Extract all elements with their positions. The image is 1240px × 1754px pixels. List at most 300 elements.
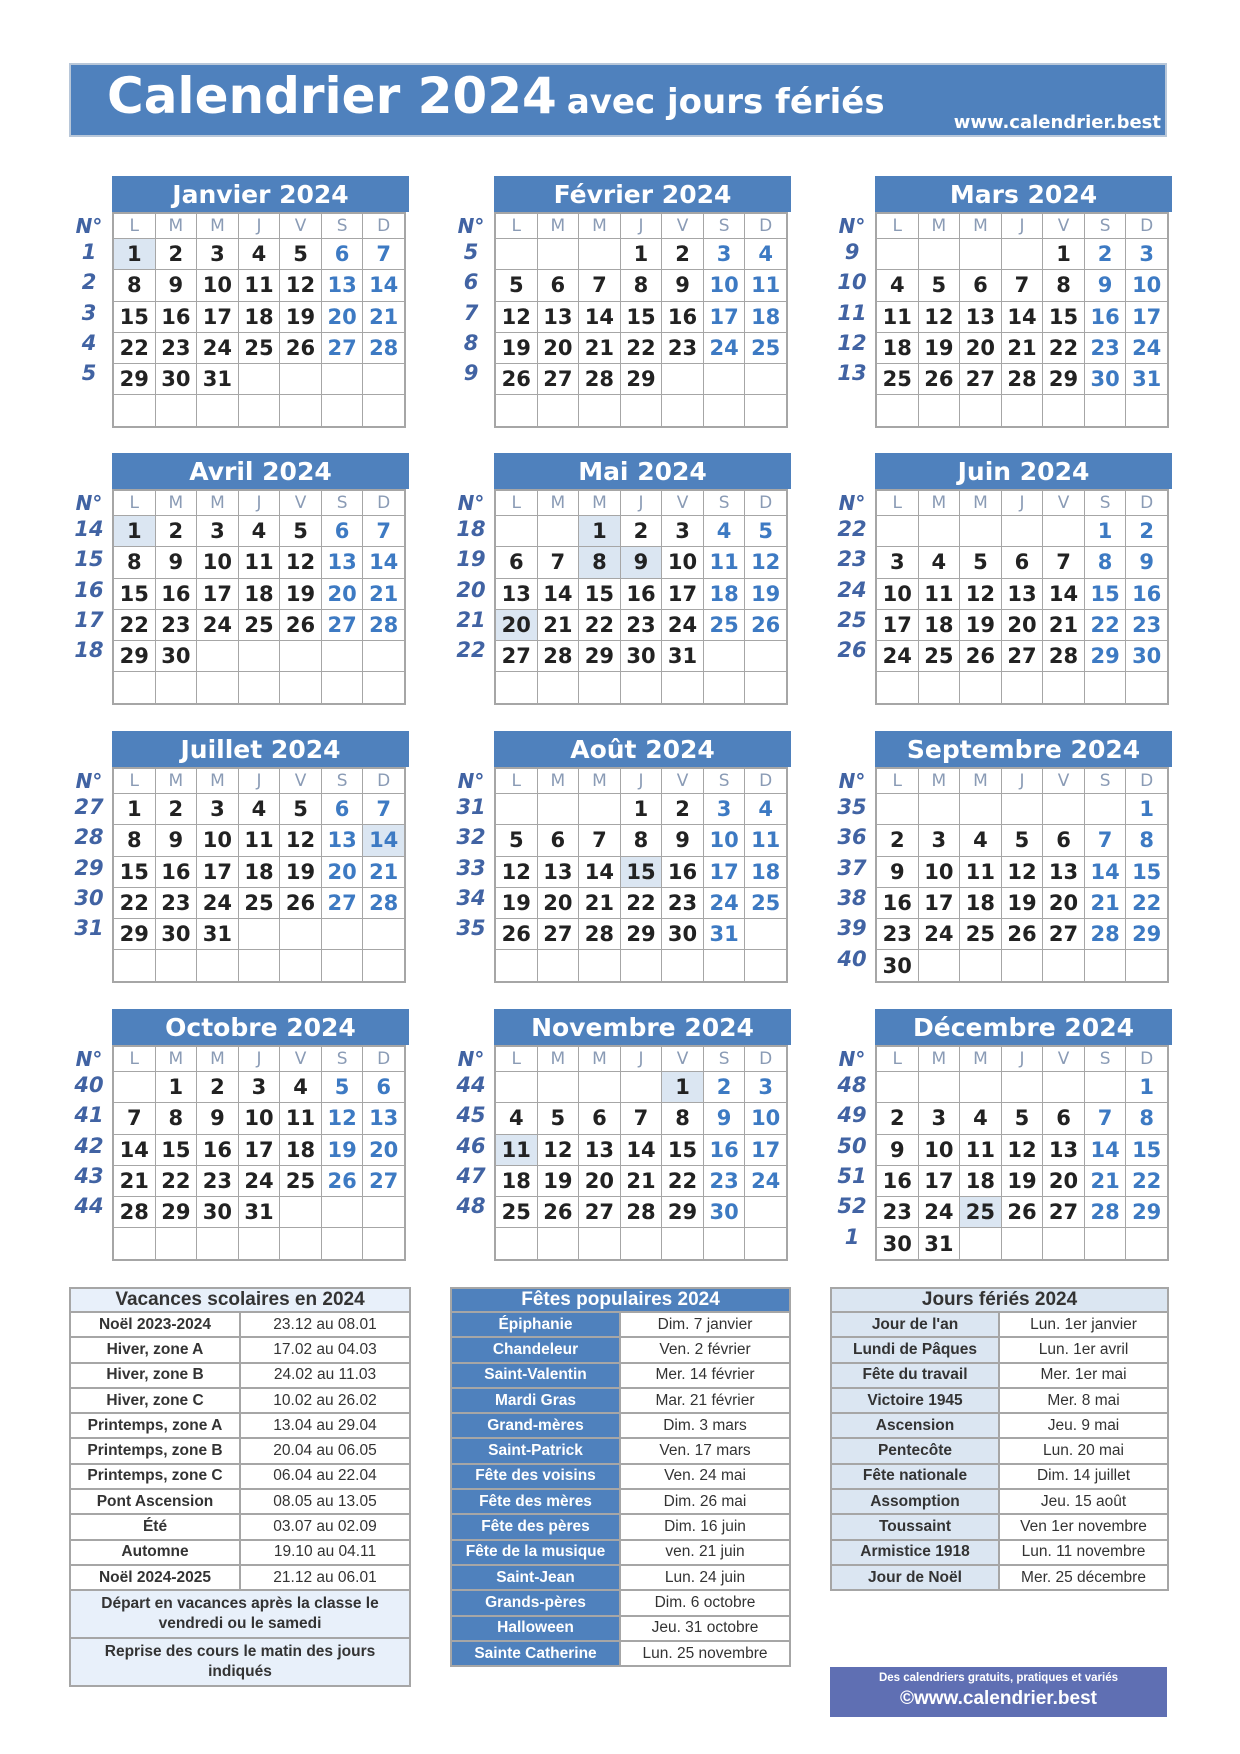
day-cell[interactable]: 16 [1126,578,1168,609]
day-cell[interactable]: 15 [579,578,621,609]
day-cell[interactable]: 23 [197,1165,239,1196]
day-cell[interactable]: 4 [703,516,745,547]
day-cell[interactable]: 25 [238,887,280,918]
day-cell[interactable]: 27 [321,332,363,363]
day-cell[interactable]: 4 [960,1103,1002,1134]
day-cell[interactable]: 15 [155,1134,197,1165]
day-cell[interactable]: 30 [876,950,918,982]
day-cell[interactable]: 25 [960,919,1002,950]
day-cell[interactable]: 1 [1043,239,1085,270]
day-cell[interactable]: 26 [537,1197,579,1228]
day-cell[interactable]: 26 [960,641,1002,672]
day-cell[interactable]: 5 [918,270,960,301]
day-cell[interactable]: 18 [280,1134,322,1165]
day-cell[interactable]: 24 [703,887,745,918]
day-cell[interactable]: 2 [155,516,197,547]
day-cell[interactable]: 25 [918,641,960,672]
day-cell[interactable]: 10 [662,547,704,578]
day-cell[interactable]: 10 [703,270,745,301]
day-cell[interactable]: 24 [662,609,704,640]
day-cell[interactable]: 11 [495,1134,537,1165]
day-cell[interactable]: 2 [1126,516,1168,547]
day-cell[interactable]: 30 [155,641,197,672]
footer-url[interactable]: ©www.calendrier.best [899,1688,1098,1709]
day-cell[interactable]: 3 [197,794,239,825]
day-cell[interactable]: 23 [662,887,704,918]
day-cell[interactable]: 22 [579,609,621,640]
day-cell[interactable]: 6 [537,825,579,856]
day-cell[interactable]: 8 [620,825,662,856]
day-cell[interactable]: 2 [703,1072,745,1103]
day-cell[interactable]: 28 [113,1197,155,1228]
day-cell[interactable]: 9 [662,825,704,856]
day-cell[interactable]: 26 [1001,919,1043,950]
day-cell[interactable]: 29 [113,641,155,672]
day-cell[interactable]: 8 [579,547,621,578]
day-cell[interactable]: 8 [1126,825,1168,856]
day-cell[interactable]: 26 [495,919,537,950]
day-cell[interactable]: 13 [363,1103,405,1134]
day-cell[interactable]: 4 [745,794,787,825]
day-cell[interactable]: 23 [620,609,662,640]
day-cell[interactable]: 9 [620,547,662,578]
day-cell[interactable]: 14 [620,1134,662,1165]
day-cell[interactable]: 21 [363,301,405,332]
day-cell[interactable]: 31 [918,1228,960,1260]
day-cell[interactable]: 24 [197,332,239,363]
day-cell[interactable]: 23 [876,1197,918,1228]
day-cell[interactable]: 8 [662,1103,704,1134]
day-cell[interactable]: 7 [620,1103,662,1134]
day-cell[interactable]: 17 [197,301,239,332]
day-cell[interactable]: 6 [1043,1103,1085,1134]
day-cell[interactable]: 31 [238,1197,280,1228]
day-cell[interactable]: 24 [918,919,960,950]
day-cell[interactable]: 23 [662,332,704,363]
day-cell[interactable]: 11 [280,1103,322,1134]
day-cell[interactable]: 17 [238,1134,280,1165]
day-cell[interactable]: 17 [703,301,745,332]
day-cell[interactable]: 10 [918,856,960,887]
day-cell[interactable]: 17 [197,578,239,609]
day-cell[interactable]: 23 [155,332,197,363]
day-cell[interactable]: 28 [579,919,621,950]
day-cell[interactable]: 3 [1126,239,1168,270]
day-cell[interactable]: 21 [1084,887,1126,918]
day-cell[interactable]: 2 [1084,239,1126,270]
day-cell[interactable]: 13 [960,301,1002,332]
day-cell[interactable]: 5 [1001,825,1043,856]
day-cell[interactable]: 20 [537,332,579,363]
day-cell[interactable]: 2 [662,239,704,270]
day-cell[interactable]: 4 [876,270,918,301]
day-cell[interactable]: 7 [1043,547,1085,578]
day-cell[interactable]: 6 [363,1072,405,1103]
day-cell[interactable]: 21 [579,332,621,363]
day-cell[interactable]: 25 [745,332,787,363]
day-cell[interactable]: 24 [703,332,745,363]
day-cell[interactable]: 28 [579,364,621,395]
day-cell[interactable]: 9 [662,270,704,301]
day-cell[interactable]: 26 [321,1165,363,1196]
day-cell[interactable]: 9 [703,1103,745,1134]
day-cell[interactable]: 12 [280,270,322,301]
day-cell[interactable]: 16 [662,301,704,332]
day-cell[interactable]: 5 [280,794,322,825]
day-cell[interactable]: 8 [113,270,155,301]
day-cell[interactable]: 4 [745,239,787,270]
header-url[interactable]: www.calendrier.best [953,112,1161,133]
day-cell[interactable]: 6 [321,794,363,825]
day-cell[interactable]: 14 [579,856,621,887]
day-cell[interactable]: 30 [620,641,662,672]
day-cell[interactable]: 7 [363,794,405,825]
day-cell[interactable]: 12 [745,547,787,578]
day-cell[interactable]: 11 [745,270,787,301]
day-cell[interactable]: 16 [620,578,662,609]
day-cell[interactable]: 1 [113,516,155,547]
day-cell[interactable]: 3 [662,516,704,547]
day-cell[interactable]: 20 [537,887,579,918]
day-cell[interactable]: 29 [155,1197,197,1228]
day-cell[interactable]: 8 [1043,270,1085,301]
day-cell[interactable]: 10 [197,825,239,856]
day-cell[interactable]: 18 [876,332,918,363]
day-cell[interactable]: 24 [745,1165,787,1196]
day-cell[interactable]: 29 [113,919,155,950]
day-cell[interactable]: 10 [238,1103,280,1134]
day-cell[interactable]: 13 [1001,578,1043,609]
day-cell[interactable]: 18 [745,856,787,887]
day-cell[interactable]: 3 [918,1103,960,1134]
day-cell[interactable]: 28 [363,609,405,640]
day-cell[interactable]: 27 [495,641,537,672]
day-cell[interactable]: 12 [495,301,537,332]
day-cell[interactable]: 16 [876,887,918,918]
day-cell[interactable]: 17 [703,856,745,887]
day-cell[interactable]: 2 [662,794,704,825]
day-cell[interactable]: 10 [1126,270,1168,301]
day-cell[interactable]: 11 [876,301,918,332]
day-cell[interactable]: 20 [960,332,1002,363]
day-cell[interactable]: 4 [238,794,280,825]
day-cell[interactable]: 24 [1126,332,1168,363]
day-cell[interactable]: 4 [918,547,960,578]
day-cell[interactable]: 7 [113,1103,155,1134]
day-cell[interactable]: 5 [495,270,537,301]
day-cell[interactable]: 24 [197,887,239,918]
day-cell[interactable]: 10 [918,1134,960,1165]
day-cell[interactable]: 20 [579,1165,621,1196]
day-cell[interactable]: 31 [197,919,239,950]
day-cell[interactable]: 5 [321,1072,363,1103]
day-cell[interactable]: 12 [537,1134,579,1165]
day-cell[interactable]: 12 [321,1103,363,1134]
day-cell[interactable]: 26 [280,609,322,640]
day-cell[interactable]: 21 [363,578,405,609]
day-cell[interactable]: 9 [197,1103,239,1134]
day-cell[interactable]: 4 [495,1103,537,1134]
day-cell[interactable]: 16 [876,1165,918,1196]
day-cell[interactable]: 11 [960,856,1002,887]
day-cell[interactable]: 15 [113,301,155,332]
day-cell[interactable]: 5 [745,516,787,547]
day-cell[interactable]: 15 [1084,578,1126,609]
day-cell[interactable]: 9 [155,825,197,856]
day-cell[interactable]: 22 [620,887,662,918]
day-cell[interactable]: 1 [155,1072,197,1103]
day-cell[interactable]: 9 [876,1134,918,1165]
day-cell[interactable]: 16 [197,1134,239,1165]
day-cell[interactable]: 14 [1001,301,1043,332]
day-cell[interactable]: 5 [495,825,537,856]
day-cell[interactable]: 20 [321,578,363,609]
day-cell[interactable]: 11 [918,578,960,609]
day-cell[interactable]: 2 [620,516,662,547]
day-cell[interactable]: 24 [876,641,918,672]
day-cell[interactable]: 1 [113,239,155,270]
day-cell[interactable]: 11 [238,547,280,578]
day-cell[interactable]: 4 [280,1072,322,1103]
day-cell[interactable]: 29 [620,364,662,395]
day-cell[interactable]: 28 [1001,364,1043,395]
day-cell[interactable]: 22 [113,332,155,363]
day-cell[interactable]: 3 [197,516,239,547]
day-cell[interactable]: 11 [960,1134,1002,1165]
day-cell[interactable]: 30 [1084,364,1126,395]
day-cell[interactable]: 24 [918,1197,960,1228]
day-cell[interactable]: 20 [363,1134,405,1165]
day-cell[interactable]: 16 [155,301,197,332]
day-cell[interactable]: 27 [321,609,363,640]
day-cell[interactable]: 29 [662,1197,704,1228]
day-cell[interactable]: 3 [238,1072,280,1103]
day-cell[interactable]: 5 [280,516,322,547]
day-cell[interactable]: 31 [662,641,704,672]
day-cell[interactable]: 19 [280,301,322,332]
day-cell[interactable]: 31 [197,364,239,395]
day-cell[interactable]: 25 [745,887,787,918]
day-cell[interactable]: 21 [1043,609,1085,640]
day-cell[interactable]: 19 [1001,1165,1043,1196]
day-cell[interactable]: 9 [155,547,197,578]
day-cell[interactable]: 21 [579,887,621,918]
day-cell[interactable]: 7 [579,270,621,301]
day-cell[interactable]: 28 [620,1197,662,1228]
day-cell[interactable]: 23 [876,919,918,950]
day-cell[interactable]: 26 [1001,1197,1043,1228]
day-cell[interactable]: 30 [703,1197,745,1228]
day-cell[interactable]: 30 [1126,641,1168,672]
day-cell[interactable]: 12 [1001,1134,1043,1165]
day-cell[interactable]: 18 [918,609,960,640]
day-cell[interactable]: 28 [1084,1197,1126,1228]
day-cell[interactable]: 2 [876,1103,918,1134]
day-cell[interactable]: 1 [662,1072,704,1103]
day-cell[interactable]: 9 [1084,270,1126,301]
day-cell[interactable]: 11 [238,825,280,856]
day-cell[interactable]: 19 [918,332,960,363]
day-cell[interactable]: 10 [745,1103,787,1134]
day-cell[interactable]: 5 [1001,1103,1043,1134]
day-cell[interactable]: 20 [321,301,363,332]
day-cell[interactable]: 6 [321,516,363,547]
day-cell[interactable]: 1 [1126,794,1168,825]
day-cell[interactable]: 12 [495,856,537,887]
day-cell[interactable]: 26 [280,887,322,918]
day-cell[interactable]: 16 [1084,301,1126,332]
day-cell[interactable]: 14 [579,301,621,332]
day-cell[interactable]: 29 [1126,919,1168,950]
day-cell[interactable]: 21 [537,609,579,640]
day-cell[interactable]: 23 [155,609,197,640]
day-cell[interactable]: 17 [197,856,239,887]
day-cell[interactable]: 11 [238,270,280,301]
day-cell[interactable]: 14 [1084,1134,1126,1165]
day-cell[interactable]: 13 [537,856,579,887]
day-cell[interactable]: 29 [1126,1197,1168,1228]
day-cell[interactable]: 27 [537,919,579,950]
day-cell[interactable]: 2 [155,239,197,270]
day-cell[interactable]: 29 [579,641,621,672]
day-cell[interactable]: 1 [113,794,155,825]
day-cell[interactable]: 29 [1043,364,1085,395]
day-cell[interactable]: 30 [876,1228,918,1260]
day-cell[interactable]: 12 [960,578,1002,609]
day-cell[interactable]: 3 [703,794,745,825]
footer-banner[interactable] [830,1667,1167,1717]
day-cell[interactable]: 27 [537,364,579,395]
day-cell[interactable]: 19 [745,578,787,609]
day-cell[interactable]: 18 [745,301,787,332]
day-cell[interactable]: 18 [238,856,280,887]
day-cell[interactable]: 18 [960,887,1002,918]
day-cell[interactable]: 6 [537,270,579,301]
day-cell[interactable]: 19 [495,887,537,918]
day-cell[interactable]: 9 [876,856,918,887]
day-cell[interactable]: 18 [238,578,280,609]
day-cell[interactable]: 25 [495,1197,537,1228]
day-cell[interactable]: 17 [918,887,960,918]
day-cell[interactable]: 28 [363,332,405,363]
day-cell[interactable]: 31 [703,919,745,950]
day-cell[interactable]: 13 [495,578,537,609]
day-cell[interactable]: 10 [197,270,239,301]
day-cell[interactable]: 22 [1043,332,1085,363]
day-cell[interactable]: 2 [876,825,918,856]
day-cell[interactable]: 16 [155,856,197,887]
day-cell[interactable]: 20 [1001,609,1043,640]
day-cell[interactable]: 12 [918,301,960,332]
day-cell[interactable]: 6 [1001,547,1043,578]
day-cell[interactable]: 14 [537,578,579,609]
day-cell[interactable]: 27 [321,887,363,918]
day-cell[interactable]: 18 [238,301,280,332]
day-cell[interactable]: 13 [537,301,579,332]
day-cell[interactable]: 14 [1084,856,1126,887]
day-cell[interactable]: 2 [197,1072,239,1103]
day-cell[interactable]: 3 [703,239,745,270]
day-cell[interactable]: 22 [155,1165,197,1196]
day-cell[interactable]: 30 [155,919,197,950]
day-cell[interactable]: 8 [620,270,662,301]
day-cell[interactable]: 24 [197,609,239,640]
day-cell[interactable]: 13 [321,547,363,578]
day-cell[interactable]: 27 [960,364,1002,395]
day-cell[interactable]: 11 [703,547,745,578]
day-cell[interactable]: 14 [113,1134,155,1165]
day-cell[interactable]: 1 [1084,516,1126,547]
day-cell[interactable]: 9 [155,270,197,301]
day-cell[interactable]: 30 [662,919,704,950]
day-cell[interactable]: 25 [238,609,280,640]
day-cell[interactable]: 28 [537,641,579,672]
day-cell[interactable]: 22 [113,887,155,918]
day-cell[interactable]: 31 [1126,364,1168,395]
day-cell[interactable]: 28 [1043,641,1085,672]
day-cell[interactable]: 9 [1126,547,1168,578]
day-cell[interactable]: 22 [113,609,155,640]
day-cell[interactable]: 24 [238,1165,280,1196]
day-cell[interactable]: 19 [537,1165,579,1196]
day-cell[interactable]: 30 [155,364,197,395]
day-cell[interactable]: 12 [280,547,322,578]
day-cell[interactable]: 8 [155,1103,197,1134]
day-cell[interactable]: 26 [918,364,960,395]
day-cell[interactable]: 1 [579,516,621,547]
day-cell[interactable]: 17 [662,578,704,609]
day-cell[interactable]: 18 [960,1165,1002,1196]
day-cell[interactable]: 16 [662,856,704,887]
day-cell[interactable]: 11 [745,825,787,856]
day-cell[interactable]: 23 [1084,332,1126,363]
day-cell[interactable]: 25 [280,1165,322,1196]
day-cell[interactable]: 3 [876,547,918,578]
day-cell[interactable]: 12 [280,825,322,856]
day-cell[interactable]: 3 [197,239,239,270]
day-cell[interactable]: 6 [1043,825,1085,856]
day-cell[interactable]: 8 [1084,547,1126,578]
day-cell[interactable]: 22 [1126,1165,1168,1196]
day-cell[interactable]: 2 [155,794,197,825]
day-cell[interactable]: 21 [620,1165,662,1196]
day-cell[interactable]: 27 [1043,919,1085,950]
day-cell[interactable]: 7 [1084,825,1126,856]
day-cell[interactable]: 27 [363,1165,405,1196]
day-cell[interactable]: 25 [960,1197,1002,1228]
day-cell[interactable]: 19 [280,578,322,609]
day-cell[interactable]: 25 [238,332,280,363]
day-cell[interactable]: 17 [876,609,918,640]
day-cell[interactable]: 14 [363,825,405,856]
day-cell[interactable]: 20 [1043,887,1085,918]
day-cell[interactable]: 8 [1126,1103,1168,1134]
day-cell[interactable]: 22 [1084,609,1126,640]
day-cell[interactable]: 28 [363,887,405,918]
day-cell[interactable]: 15 [620,856,662,887]
day-cell[interactable]: 8 [113,825,155,856]
day-cell[interactable]: 19 [960,609,1002,640]
day-cell[interactable]: 18 [495,1165,537,1196]
day-cell[interactable]: 13 [321,270,363,301]
day-cell[interactable]: 29 [620,919,662,950]
day-cell[interactable]: 16 [155,578,197,609]
day-cell[interactable]: 14 [1043,578,1085,609]
day-cell[interactable]: 5 [280,239,322,270]
day-cell[interactable]: 28 [1084,919,1126,950]
day-cell[interactable]: 5 [537,1103,579,1134]
day-cell[interactable]: 22 [620,332,662,363]
